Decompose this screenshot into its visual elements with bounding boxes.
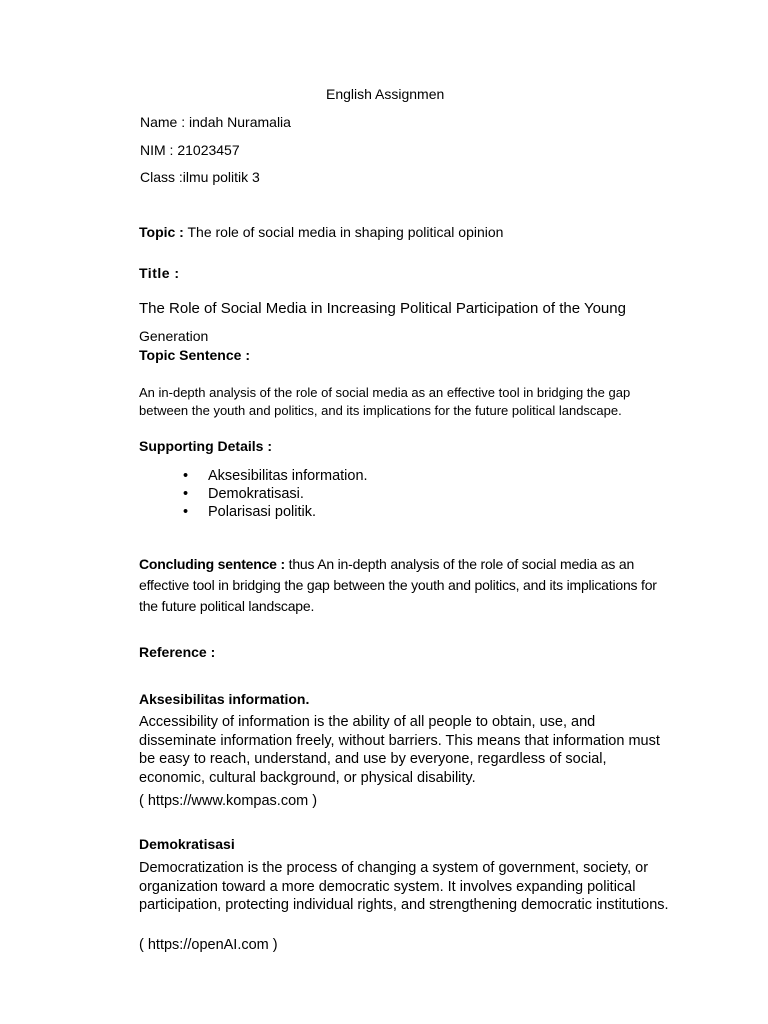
topic-sentence-label: Topic Sentence : [139,347,250,363]
bullet-icon: • [183,504,189,520]
student-name: Name : indah Nuramalia [140,114,291,130]
bullet-icon: • [183,486,189,502]
concluding-paragraph [139,554,669,617]
topic-sentence-text: An in-depth analysis of the role of social media as an effective tool in bridging the gap between the youth and politics, and its implications for the future political landscape. [139,385,631,418]
supporting-details-label: Supporting Details : [139,438,272,454]
title-text-line1: The Role of Social Media in Increasing Political Participation of the Young [139,300,626,317]
aksesibilitas-body: Accessibility of information is the ability of all people to obtain, use, and disseminate information freely, without barriers. This means that information must be easy to reach, understand, and use by everyone, regardless of social, economic, cultural background, or physical disability. [139,714,660,786]
document-title: English Assignmen [326,86,445,102]
topic-label: Topic : [139,224,184,240]
student-nim: NIM : 21023457 [140,142,240,158]
concluding-label: Concluding sentence : [139,556,285,572]
list-item: • Polarisasi politik. [183,504,316,520]
supporting-details-list [183,467,368,521]
reference-label: Reference : [139,644,216,660]
list-item: • Demokratisasi. [183,486,304,502]
student-class: Class :ilmu politik 3 [140,169,260,185]
list-item: • Aksesibilitas information. [183,468,368,484]
demokratisasi-source: ( https://openAI.com ) [139,937,278,953]
title-text-line2: Generation [139,328,209,344]
concluding-text: thus An in-depth analysis of the role of social media as an effective tool in bridging the gap between the youth and politics, and its implications for the future political landscape. [139,556,657,614]
aksesibilitas-heading: Aksesibilitas information. [139,691,310,707]
title-label: Title : [139,265,180,281]
demokratisasi-heading: Demokratisasi [139,836,235,852]
bullet-icon: • [183,468,189,484]
topic-line [139,224,503,240]
aksesibilitas-source: ( https://www.kompas.com ) [139,793,318,809]
topic-text: The role of social media in shaping political opinion [187,224,504,240]
demokratisasi-body: Democratization is the process of changing a system of government, society, or organization toward a more democratic system. It involves expanding political participation, protecting individual rights, and strengthening democratic institutions. [139,860,669,913]
